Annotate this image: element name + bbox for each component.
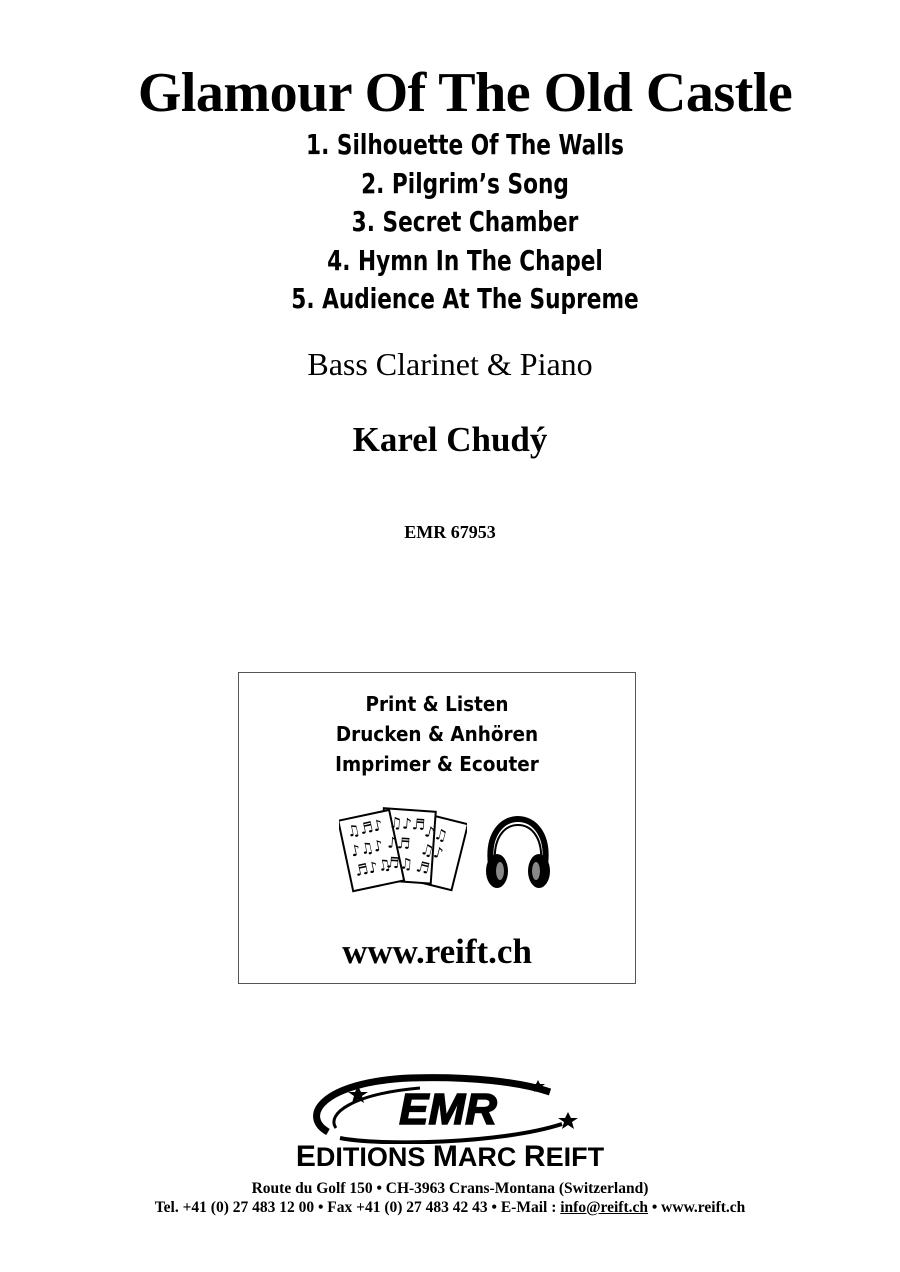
print-and-listen-box [238, 672, 636, 984]
movement-item: 5. Audience At The Supreme [291, 282, 639, 315]
website-link[interactable]: www.reift.ch [342, 932, 532, 971]
headphones-icon [483, 815, 553, 891]
composer-name: Karel Chudý [352, 420, 548, 459]
movement-item: 1. Silhouette Of The Walls [306, 128, 624, 161]
instrumentation: Bass Clarinet & Piano [307, 346, 593, 382]
publisher-name: EDITIONS MARC REIFT [295, 1140, 605, 1173]
print-listen-line-fr: Imprimer & Ecouter [335, 752, 539, 776]
svg-text:♬♫: ♬♫ [385, 853, 414, 874]
svg-text:♪♬: ♪♬ [386, 833, 412, 854]
movement-item: 4. Hymn In The Chapel [327, 243, 603, 277]
movement-item: 2. Pilgrim’s Song [361, 166, 569, 200]
emr-logo-icon [300, 1072, 600, 1144]
score-title: Glamour Of The Old Castle [137, 62, 793, 124]
movement-list [0, 126, 900, 319]
svg-text:♫♪♬: ♫♪♬ [388, 813, 426, 835]
svg-text:♫♪: ♫♪ [418, 839, 446, 863]
sheet-music-icon [339, 805, 467, 897]
svg-text:♪♫♪: ♪♫♪ [349, 836, 385, 861]
publisher-address: Route du Golf 150 • CH-3963 Crans-Montana (Switzerland) [251, 1180, 649, 1197]
publisher-contact: Tel. +41 (0) 27 483 12 00 • Fax +41 (0) 27 483 42 43 • E-Mail : info@reift.ch • www.reift.ch [154, 1199, 746, 1216]
svg-text:♬♪♫: ♬♪♫ [353, 854, 393, 881]
print-listen-line-de: Drucken & Anhören [335, 722, 539, 746]
print-listen-line-en: Print & Listen [365, 692, 509, 716]
logo-text: EMR [399, 1085, 497, 1134]
svg-text:♫♬♪: ♫♬♪ [344, 815, 385, 842]
movement-item: 3. Secret Chamber [351, 205, 579, 238]
svg-text:♪♫: ♪♫ [422, 822, 450, 846]
catalog-number: EMR 67953 [404, 522, 496, 542]
print-listen-text [239, 689, 635, 779]
email-link[interactable]: info@reift.ch [560, 1199, 648, 1216]
svg-text:♬: ♬ [414, 857, 432, 878]
